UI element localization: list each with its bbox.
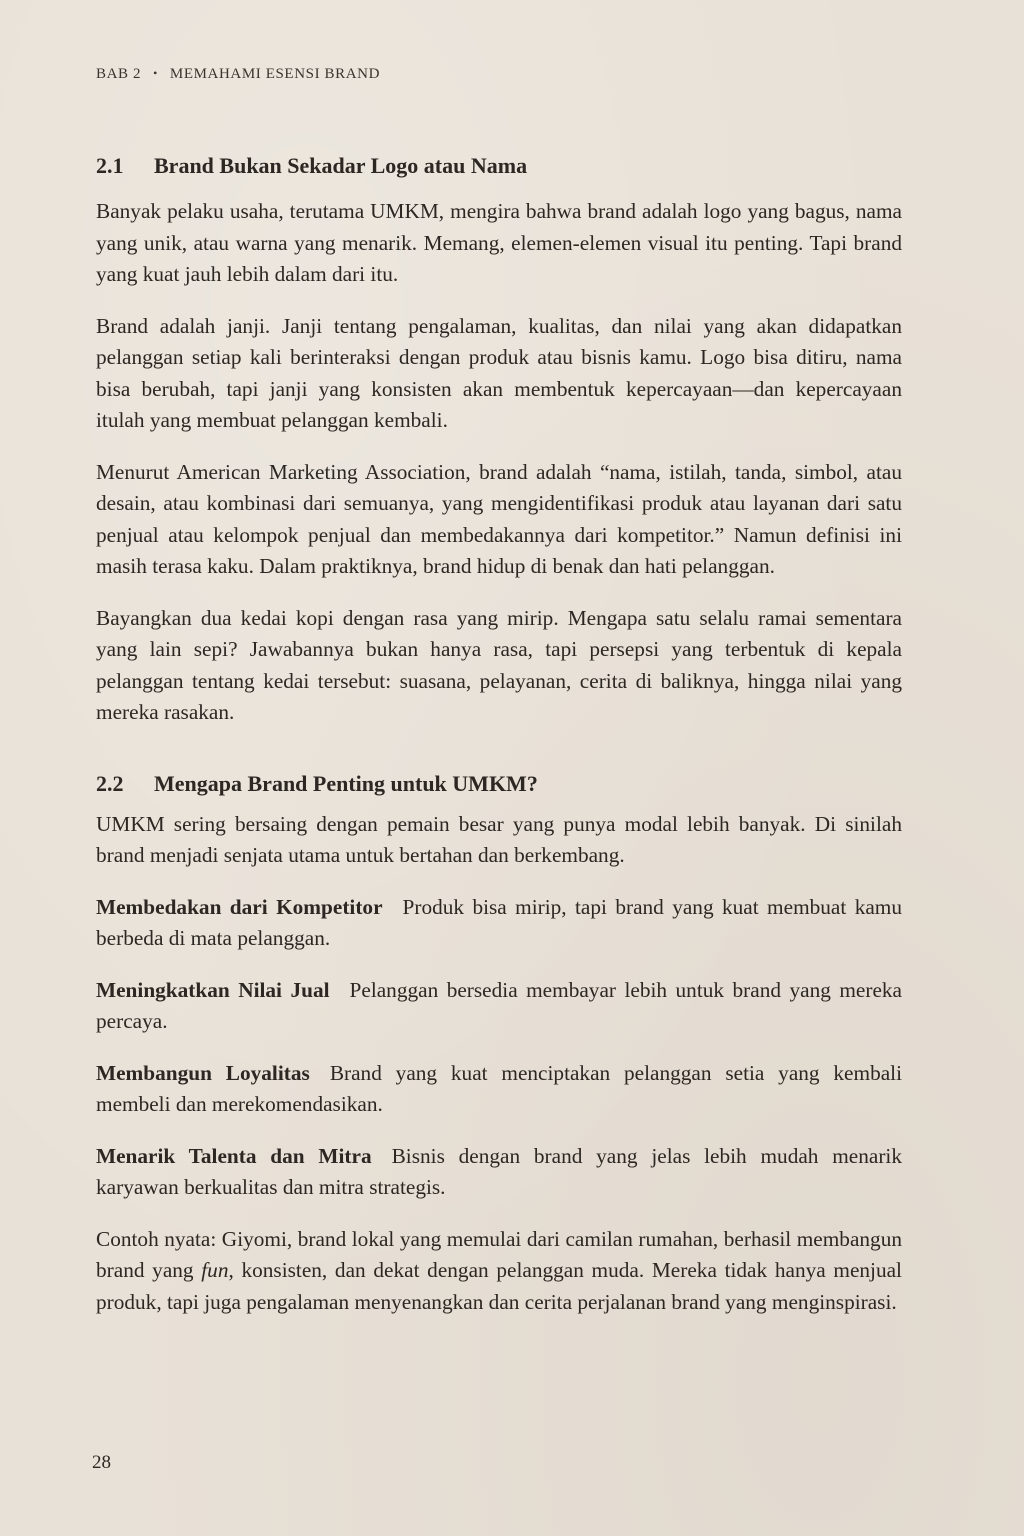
benefit-text: Brand yang kuat menciptakan pelanggan setia yang kembali membeli dan merekomendasikan. (96, 1060, 902, 1116)
chapter-title: MEMAHAMI ESENSI BRAND (169, 66, 381, 82)
paragraph: Brand adalah janji. Janji tentang pengalaman, kualitas, dan nilai yang akan didapatkan pelanggan setiap kali berinteraksi dengan produk atau bisnis kamu. Logo bisa ditiru, nama bisa berubah, tapi janji yang konsisten akan membentuk kepercayaan—dan kepercayaan itulah yang membuat pelanggan kembali. (96, 313, 902, 432)
section-number: 2.1 (96, 153, 124, 178)
running-header (96, 66, 380, 83)
chapter-label: BAB 2 (96, 66, 142, 82)
benefit-term: Meningkatkan Nilai Jual (96, 977, 330, 1002)
example-emphasis: fun (201, 1258, 229, 1282)
benefit-item (96, 892, 902, 955)
section-heading-2-2 (96, 766, 902, 802)
example-paragraph (96, 1224, 902, 1319)
example-text-start: Contoh nyata: Giyomi, brand lokal yang memulai dari camilan rumahan, berhasil membangun brand yang (96, 1226, 902, 1282)
section-title: Mengapa Brand Penting untuk UMKM? (154, 770, 538, 796)
benefit-item (96, 1058, 902, 1121)
benefit-term: Membedakan dari Kompetitor (96, 894, 383, 919)
benefit-text: Bisnis dengan brand yang jelas lebih mudah menarik karyawan berkualitas dan mitra strategis. (96, 1143, 902, 1199)
benefit-term: Menarik Talenta dan Mitra (96, 1143, 372, 1168)
example-text-end: , konsisten, dan dekat dengan pelanggan muda. Mereka tidak hanya menjual produk, tapi juga pengalaman menyenangkan dan cerita perjalanan brand yang menginspirasi. (96, 1258, 902, 1314)
benefit-term: Membangun Loyalitas (96, 1060, 310, 1085)
paragraph: Banyak pelaku usaha, terutama UMKM, mengira bahwa brand adalah logo yang bagus, nama yang unik, atau warna yang menarik. Memang, elemen-elemen visual itu penting. Tapi brand yang kuat jauh lebih dalam dari itu. (96, 199, 902, 286)
benefit-item (96, 975, 902, 1038)
section-title: Brand Bukan Sekadar Logo atau Nama (154, 153, 528, 178)
paragraph: Bayangkan dua kedai kopi dengan rasa yang mirip. Mengapa satu selalu ramai sementara yang lain sepi? Jawabannya bukan hanya rasa, tapi persepsi yang terbentuk di kepala pelanggan tentang kedai tersebut: suasana, pelayanan, cerita di baliknya, hingga nilai yang mereka rasakan. (96, 605, 902, 724)
page-body (96, 148, 902, 1318)
section-number: 2.2 (96, 770, 124, 796)
paragraph: Menurut American Marketing Association, brand adalah “nama, istilah, tanda, simbol, atau desain, atau kombinasi dari semuanya, yang mengidentifikasi produk atau layanan dari satu penjual atau kelompok penjual dan membedakannya dari kompetitor.” Namun definisi ini masih terasa kaku. Dalam praktiknya, brand hidup di benak dan hati pelanggan. (96, 459, 902, 578)
benefit-text: Pelanggan bersedia membayar lebih untuk brand yang mereka percaya. (96, 977, 902, 1033)
section-heading-2-1 (96, 148, 902, 184)
page-number: 28 (92, 1452, 111, 1473)
paragraph: UMKM sering bersaing dengan pemain besar yang punya modal lebih banyak. Di sinilah brand menjadi senjata utama untuk bertahan dan berkembang. (96, 811, 902, 867)
benefit-item (96, 1141, 902, 1204)
header-separator: • (153, 66, 158, 80)
benefit-text: Produk bisa mirip, tapi brand yang kuat membuat kamu berbeda di mata pelanggan. (96, 894, 903, 950)
